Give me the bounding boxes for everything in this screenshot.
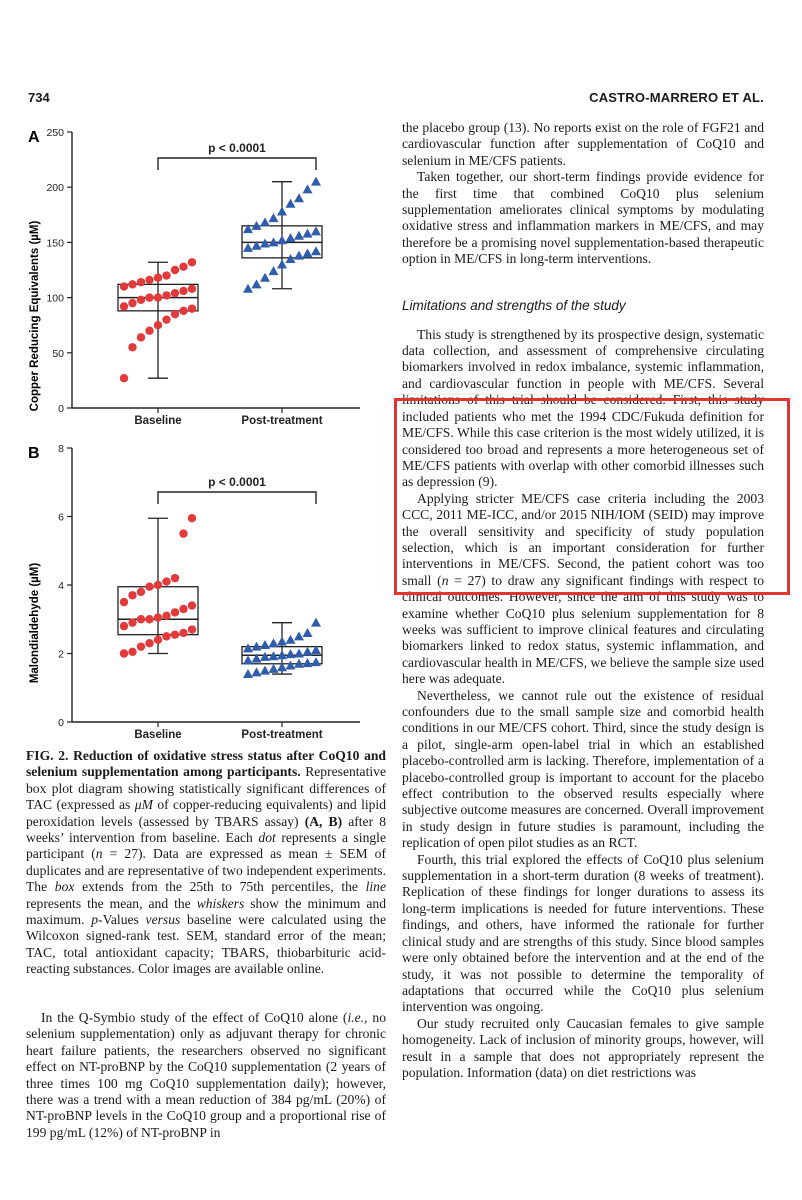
y-tick-label: 100 xyxy=(46,292,64,305)
paragraph-italic: n xyxy=(441,572,449,588)
baseline-point-circle xyxy=(120,622,128,630)
post-treatment-point-triangle xyxy=(294,231,304,240)
panel-a-y-axis-label: Copper Reducing Equivalents (µM) xyxy=(29,220,41,412)
post-treatment-point-triangle xyxy=(277,235,287,244)
caption-var: n xyxy=(95,846,103,862)
baseline-point-circle xyxy=(137,296,145,304)
caption-text: represents the mean, and the xyxy=(26,895,191,911)
post-treatment-point-triangle xyxy=(252,279,262,288)
caption-text: -Values xyxy=(98,912,139,928)
paragraph: This study is strengthened by its prospective design, systematic data collection, and assessment of comprehensive circulating biomarkers involved in redox imbalance, systemic inflammation, and cardiovascular function in people with ME/CFS. Several limitations of this trial should be considered. First, this study included patients who met the 1994 CDC/Fukuda definition for ME/CFS. While this case criterion is the most widely utilized, it is considered too broad and represents a more heterogeneous set of ME/CFS patients with overlap with other comorbid illnesses such as depression (9). xyxy=(402,326,764,490)
running-header xyxy=(0,90,802,110)
baseline-point-circle xyxy=(188,304,196,312)
left-column-text xyxy=(26,1010,386,1141)
section-heading: Limitations and strengths of the study xyxy=(402,297,626,313)
post-treatment-point-triangle xyxy=(260,652,270,661)
post-treatment-point-triangle xyxy=(311,177,321,186)
panel-a-label: A xyxy=(28,129,40,146)
figure-2 xyxy=(20,118,390,748)
y-tick-label: 0 xyxy=(58,403,64,415)
paragraph-text: In the Q-Symbio study of the effect of CoQ10 alone ( xyxy=(41,1010,348,1025)
baseline-point-circle xyxy=(179,307,187,315)
caption-text: show the minimum and maximum. xyxy=(26,895,386,928)
p-value-label: p < 0.0001 xyxy=(208,475,266,489)
caption-term: versus xyxy=(145,912,181,928)
post-treatment-point-triangle xyxy=(286,233,296,242)
baseline-point-circle xyxy=(145,327,153,335)
figure-caption xyxy=(26,748,386,978)
paragraph-italic: i.e., xyxy=(347,1010,368,1025)
post-treatment-point-triangle xyxy=(286,199,296,208)
significance-bracket xyxy=(158,158,316,170)
paragraph: Fourth, this trial explored the effects of CoQ10 plus selenium supplementation in a short-term duration (8 weeks of treatment). Replication of these findings for longer durations to assess its long-term implications is needed for future interventions. These findings, and others, have informed the rationale for further clinical study and are strengths of this study. Since blood samples were only obtained before the intervention and at the end of the study, it was not possible to determine the temporality of adaptations that occurred while the CoQ10 plus selenium intervention was ongoing. xyxy=(402,851,764,1015)
post-treatment-point-triangle xyxy=(269,664,279,673)
caption-text: Representative box plot diagram showing statistically significant differences of TAC (expressed as xyxy=(26,764,386,813)
post-treatment-point-triangle xyxy=(269,266,279,275)
caption-text: = 27). Data are expressed as mean ± SEM of duplicates and are representative of two independent experiments. The xyxy=(26,846,386,895)
post-treatment-point-triangle xyxy=(260,218,270,227)
baseline-point-circle xyxy=(162,612,170,620)
baseline-point-circle xyxy=(179,629,187,637)
y-tick-label: 50 xyxy=(52,347,64,360)
x-tick-label: Post-treatment xyxy=(241,415,323,427)
post-treatment-point-triangle xyxy=(269,213,279,222)
post-treatment-point-triangle xyxy=(243,643,253,652)
baseline-point-circle xyxy=(154,274,162,282)
post-treatment-point-triangle xyxy=(260,666,270,675)
post-treatment-point-triangle xyxy=(243,284,253,293)
post-treatment-point-triangle xyxy=(294,649,304,658)
post-treatment-point-triangle xyxy=(294,251,304,260)
baseline-point-circle xyxy=(120,374,128,382)
baseline-point-circle xyxy=(137,278,145,286)
baseline-point-circle xyxy=(188,625,196,633)
baseline-point-circle xyxy=(128,343,136,351)
baseline-point-circle xyxy=(120,282,128,290)
baseline-point-circle xyxy=(179,287,187,295)
baseline-point-circle xyxy=(162,632,170,640)
paragraph: the placebo group (13). No reports exist on the role of FGF21 and cardiovascular function after supplementation of CoQ10 and selenium in ME/CFS patients. xyxy=(402,120,764,168)
post-treatment-point-triangle xyxy=(294,631,304,640)
baseline-point-circle xyxy=(154,293,162,301)
x-tick-label: Baseline xyxy=(134,729,182,741)
y-tick-label: 8 xyxy=(58,443,64,455)
paragraph: Taken together, our short-term findings provide evidence for the first time that combined CoQ10 plus selenium supplementation ameliorates clinical symptoms by modulating oxidative stress and inflammation markers in ME/CFS, and may therefore be a promising novel supplementation-based therapeutic option in ME/CFS in long-term interventions. xyxy=(402,169,764,267)
post-treatment-point-triangle xyxy=(294,193,304,202)
post-treatment-point-triangle xyxy=(303,229,313,238)
panel-b-y-axis-label: Malondialdehyde (µM) xyxy=(29,562,41,684)
y-tick-label: 150 xyxy=(46,237,64,250)
caption-title: Reduction of oxidative stress status after CoQ10 and selenium supplementation among participants. xyxy=(26,748,386,780)
post-treatment-point-triangle xyxy=(303,658,313,667)
baseline-point-circle xyxy=(162,577,170,585)
post-treatment-point-triangle xyxy=(243,669,253,678)
post-treatment-point-triangle xyxy=(286,660,296,669)
baseline-point-circle xyxy=(128,299,136,307)
post-treatment-point-triangle xyxy=(311,246,321,255)
baseline-point-circle xyxy=(154,321,162,329)
plot-area xyxy=(46,127,360,741)
post-treatment-point-triangle xyxy=(260,273,270,282)
baseline-point-circle xyxy=(137,333,145,341)
baseline-point-circle xyxy=(171,289,179,297)
y-tick-label: 250 xyxy=(46,127,64,139)
baseline-point-circle xyxy=(162,291,170,299)
caption-text: baseline were calculated using the Wilcoxon signed-rank test. SEM, standard error of the mean; TAC, total antioxidant capacity; TBARS, thiobarbituric acid-reacting substances. Color images are available online. xyxy=(26,912,386,977)
post-treatment-point-triangle xyxy=(243,655,253,664)
p-value-label: p < 0.0001 xyxy=(208,141,266,155)
post-treatment-point-triangle xyxy=(260,640,270,649)
baseline-point-circle xyxy=(171,574,179,582)
baseline-point-circle xyxy=(145,276,153,284)
post-treatment-point-triangle xyxy=(286,649,296,658)
y-tick-label: 200 xyxy=(46,182,64,195)
post-treatment-point-triangle xyxy=(303,628,313,637)
post-treatment-point-triangle xyxy=(277,637,287,646)
paragraph-text: Applying stricter ME/CFS case criteria including the 2003 CCC, 2011 ME-ICC, and/or 2015 NIH/IOM (SEID) may improve the overall sensitivity and specificity of study population selection, which is an important consideration for further interventions in ME/CFS. Second, the patient cohort was too small ( xyxy=(402,490,764,588)
caption-term: dot xyxy=(258,830,276,846)
panel-b-label: B xyxy=(28,445,40,462)
baseline-point-circle xyxy=(171,266,179,274)
baseline-point-circle xyxy=(145,583,153,591)
post-treatment-point-triangle xyxy=(311,226,321,235)
caption-panels: (A, B) xyxy=(304,813,343,829)
highlight-box xyxy=(394,398,790,595)
baseline-point-circle xyxy=(128,648,136,656)
baseline-point-circle xyxy=(128,280,136,288)
post-treatment-point-triangle xyxy=(286,635,296,644)
paragraph: Nevertheless, we cannot rule out the existence of residual confounders due to the small sample size and comorbid health conditions in our ME/CFS cohort. Third, since the study design is a pilot, single-arm open-label trial in which an established placebo-controlled arm is lacking. Therefore, implementation of a placebo-controlled group is important to account for the placebo effect contribution to the observed results especially where subjective outcome measures are concerned. Overall improvement in study design in future studies is paramount, including the replication of open pilot studies as an RCT. xyxy=(402,687,764,851)
y-tick-label: 2 xyxy=(58,648,64,661)
caption-text: extends from the 25th to 75th percentiles, the xyxy=(82,879,358,895)
x-tick-label: Baseline xyxy=(134,415,182,427)
baseline-point-circle xyxy=(171,608,179,616)
post-treatment-point-triangle xyxy=(269,638,279,647)
caption-unit: μM xyxy=(134,797,153,813)
baseline-point-circle xyxy=(154,613,162,621)
baseline-point-circle xyxy=(179,529,187,537)
post-treatment-point-triangle xyxy=(277,259,287,268)
post-treatment-point-triangle xyxy=(303,184,313,193)
baseline-point-circle xyxy=(162,271,170,279)
paragraph: Our study recruited only Caucasian females to give sample homogeneity. Lack of inclusion of minority groups, however, will result in a sample that does not appropriately represent the population. Information (data) on diet restrictions was xyxy=(402,1015,764,1080)
baseline-point-circle xyxy=(162,315,170,323)
baseline-point-circle xyxy=(120,302,128,310)
caption-term: whiskers xyxy=(196,895,245,911)
paragraph xyxy=(26,1010,386,1141)
baseline-point-circle xyxy=(128,618,136,626)
baseline-point-circle xyxy=(145,293,153,301)
y-tick-label: 6 xyxy=(58,511,64,524)
baseline-point-circle xyxy=(188,514,196,522)
post-treatment-point-triangle xyxy=(311,657,321,666)
x-tick-label: Post-treatment xyxy=(241,729,323,741)
baseline-point-circle xyxy=(154,636,162,644)
baseline-point-circle xyxy=(188,285,196,293)
paragraph-text: = 27) to draw any significant findings with respect to clinical outcomes. However, since the aim of this study was to examine whether CoQ10 plus selenium supplementation for 8 weeks was sufficient to improve clinical features and circulating biomarkers linked to redox status, systemic inflammation, and cardiovascular health in ME/CFS, we believe the sample size used here was adequate. xyxy=(402,572,764,687)
baseline-point-circle xyxy=(188,258,196,266)
caption-var: p xyxy=(91,912,99,928)
baseline-point-circle xyxy=(137,588,145,596)
baseline-point-circle xyxy=(128,591,136,599)
significance-bracket xyxy=(158,492,316,504)
baseline-point-circle xyxy=(188,601,196,609)
baseline-point-circle xyxy=(120,598,128,606)
post-treatment-point-triangle xyxy=(303,647,313,656)
baseline-point-circle xyxy=(120,649,128,657)
caption-term: box xyxy=(54,879,75,895)
caption-text: of copper-reducing equivalents) and lipid peroxidation levels (assessed by TBARS assay) xyxy=(26,797,386,829)
baseline-point-circle xyxy=(137,642,145,650)
baseline-point-circle xyxy=(137,615,145,623)
running-authors: CASTRO-MARRERO ET AL. xyxy=(589,90,764,105)
baseline-point-circle xyxy=(179,605,187,613)
page-number: 734 xyxy=(28,90,50,105)
baseline-point-circle xyxy=(171,630,179,638)
paragraph-text: no selenium supplementation) only as adjuvant therapy for chronic heart failure patients, the researchers observed no significant effect on NT-proBNP by the CoQ10 supplementation (2 years of three times 100 mg CoQ10 supplementation daily); however, there was a trend with a mean reduction of 384 pg/mL (20%) of NT-proBNP levels in the CoQ10 group and a proportional rise of 199 pg/mL (12%) of NT-proBNP in xyxy=(26,1010,386,1140)
post-treatment-point-triangle xyxy=(311,618,321,627)
box-plot-figure xyxy=(20,118,390,748)
baseline-point-circle xyxy=(145,615,153,623)
y-tick-label: 4 xyxy=(58,580,64,592)
post-treatment-point-triangle xyxy=(303,248,313,257)
baseline-point-circle xyxy=(145,639,153,647)
caption-text: represents a single participant ( xyxy=(26,830,386,862)
y-tick-label: 0 xyxy=(58,717,64,729)
baseline-point-circle xyxy=(171,310,179,318)
baseline-point-circle xyxy=(154,581,162,589)
caption-term: line xyxy=(365,879,387,895)
caption-label: FIG. 2. xyxy=(26,748,69,763)
caption-text: after 8 weeks’ intervention from baseline. Each xyxy=(26,813,387,846)
right-column-text xyxy=(402,120,764,1081)
post-treatment-point-triangle xyxy=(252,667,262,676)
post-treatment-point-triangle xyxy=(243,243,253,252)
post-treatment-point-triangle xyxy=(277,206,287,215)
baseline-point-circle xyxy=(179,262,187,270)
